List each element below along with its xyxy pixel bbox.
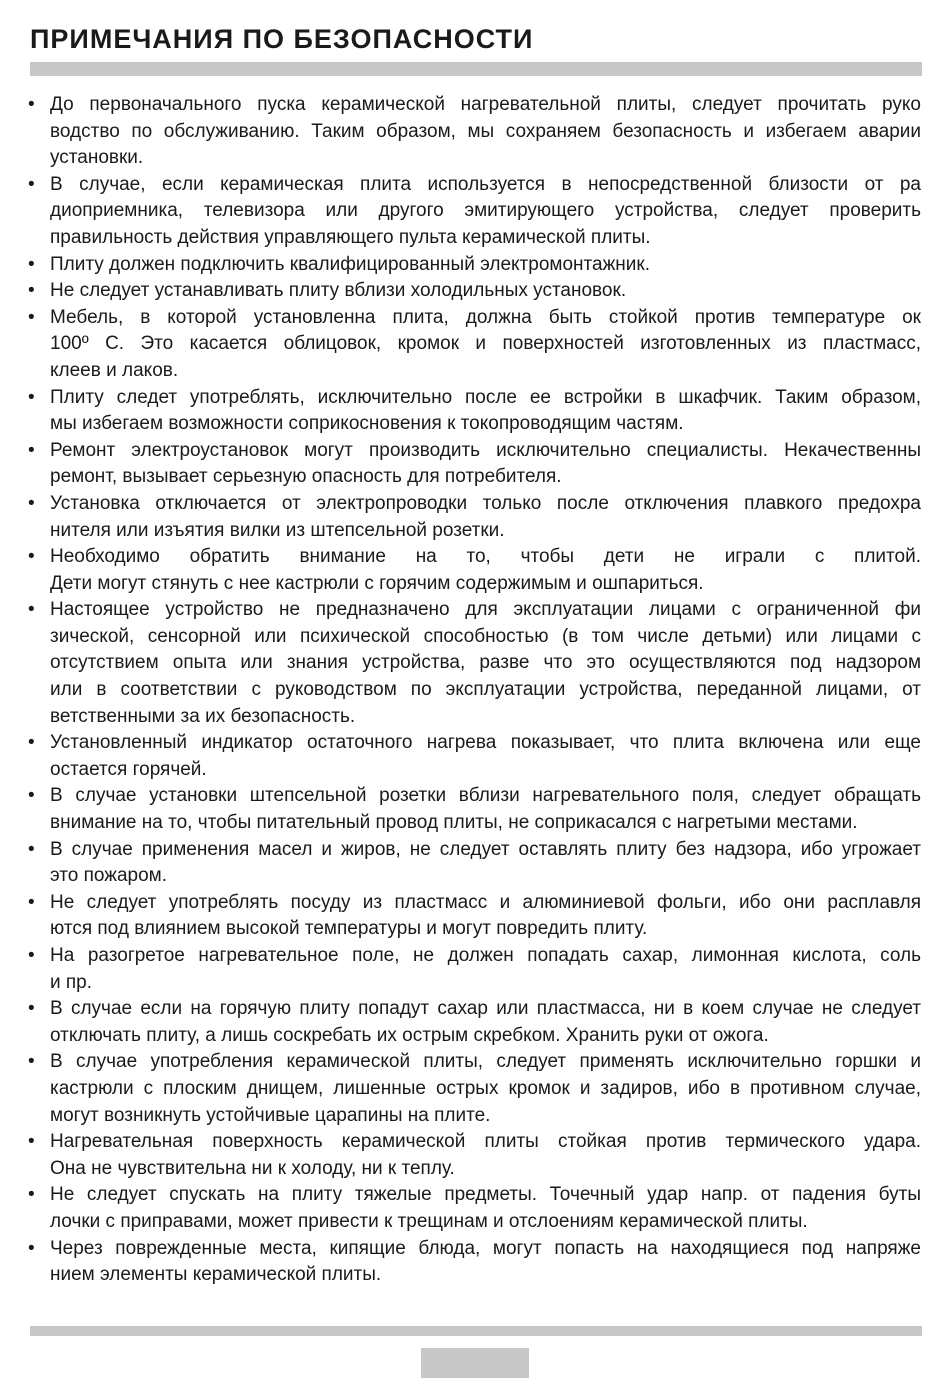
safety-note xyxy=(0,1236,950,1289)
note-text-line: В случае применения масел и жиров, не следует оставлять плиту без надзора, ибо угрожает xyxy=(50,838,921,860)
bullet-marker: • xyxy=(28,891,35,913)
bullet-marker: • xyxy=(28,1237,35,1259)
page-number-tab xyxy=(421,1348,529,1378)
bullet-marker: • xyxy=(28,785,35,807)
note-text-line: Не следует устанавливать плиту вблизи холодильных установок. xyxy=(50,280,627,302)
note-text-line: Настоящее устройство не предназначено для эксплуатации лицами с ограниченной фи xyxy=(50,599,921,621)
safety-note xyxy=(0,491,950,544)
note-text-line: клеев и лаков. xyxy=(50,359,179,381)
bullet-marker: • xyxy=(28,439,35,461)
note-text-line: диоприемника, телевизора или другого эмитирующего устройства, следует проверить xyxy=(50,200,921,222)
safety-note xyxy=(0,996,950,1049)
note-text-line: До первоначального пуска керамической нагревательной плиты, следует прочитать руко xyxy=(50,94,921,115)
note-text-line: ветственными за их безопасность. xyxy=(50,705,356,727)
note-text-line: Не следует спускать на плиту тяжелые предметы. Точечный удар напр. от падения буты xyxy=(50,1184,921,1206)
bullet-marker: • xyxy=(28,1184,35,1206)
note-text-line: Плиту должен подключить квалифицированный электромонтажник. xyxy=(50,253,650,275)
note-text-line: В случае если на горячую плиту попадут сахар или пластмасса, ни в коем случае не следует xyxy=(50,998,921,1020)
bullet-marker: • xyxy=(28,945,35,966)
note-text-line: ются под влиянием высокой температуры и могут повредить плиту. xyxy=(50,918,648,940)
bullet-marker: • xyxy=(28,306,35,328)
bullet-marker: • xyxy=(28,173,35,195)
note-text-line: Не следует употреблять посуду из пластмасс и алюминиевой фольги, ибо они расплавля xyxy=(50,891,921,913)
safety-note xyxy=(0,92,950,172)
note-text-line: В случае употребления керамической плиты, следует применять исключительно горшки и xyxy=(50,1051,921,1073)
bullet-marker: • xyxy=(28,1131,35,1153)
note-text-line: остается горячей. xyxy=(50,758,207,780)
safety-note xyxy=(0,172,950,252)
note-text-line: кастрюли с плоским днищем, лишенные острых кромок и задиров, ибо в противном случае, xyxy=(50,1077,921,1099)
note-text-line: Ремонт электроустановок могут производить исключительно специалисты. Некачественны xyxy=(50,439,921,461)
safety-note xyxy=(0,544,950,597)
note-text-line: Необходимо обратить внимание на то, чтобы дети не играли с плитой. xyxy=(50,546,921,568)
note-text-line: правильность действия управляющего пульта керамической плиты. xyxy=(50,226,651,248)
bullet-marker: • xyxy=(28,386,35,408)
bullet-marker: • xyxy=(28,732,35,754)
bullet-marker: • xyxy=(28,492,35,514)
note-text-line: нием элементы керамической плиты. xyxy=(50,1264,382,1286)
safety-note xyxy=(0,730,950,783)
note-text-line: нителя или изъятия вилки из штепсельной розетки. xyxy=(50,519,505,541)
note-text-line: Дети могут стянуть с нее кастрюли с горячим содержимым и ошпариться. xyxy=(50,572,704,594)
safety-note xyxy=(0,252,950,279)
safety-note xyxy=(0,305,950,385)
safety-note xyxy=(0,943,950,996)
note-text-line: На разогретое нагревательное поле, не должен попадать сахар, лимонная кислота, соль xyxy=(50,945,921,966)
note-text-line: Нагревательная поверхность керамической плиты стойкая против термического удара. xyxy=(50,1131,921,1153)
note-text-line: или в соответствии с руководством по эксплуатации устройства, переданной лицами, от xyxy=(50,679,921,701)
safety-note xyxy=(0,438,950,491)
note-text-line: лочки с приправами, может привести к трещинам и отслоениям керамической плиты. xyxy=(50,1210,808,1232)
bullet-marker: • xyxy=(28,838,35,860)
note-text-line: могут возникнуть устойчивые царапины на плите. xyxy=(50,1104,491,1126)
header-divider xyxy=(30,62,922,76)
note-text-line: это пожаром. xyxy=(50,865,168,887)
safety-note xyxy=(0,890,950,943)
bullet-marker: • xyxy=(28,599,35,621)
safety-notes-list xyxy=(0,92,950,1289)
safety-note xyxy=(0,837,950,890)
note-text-line: отсутствием опыта или знания устройства, разве что это осуществляются под надзором xyxy=(50,652,921,674)
bullet-marker: • xyxy=(28,94,35,115)
bullet-marker: • xyxy=(28,1051,35,1073)
note-text-line: Установленный индикатор остаточного нагрева показывает, что плита включена или еще xyxy=(50,732,921,754)
note-text-line: В случае установки штепсельной розетки вблизи нагревательного поля, следует обращать xyxy=(50,785,921,807)
safety-note xyxy=(0,1129,950,1182)
bullet-marker: • xyxy=(28,546,35,568)
note-text-line: мы избегаем возможности соприкосновения к токопроводящим частям. xyxy=(50,413,684,435)
note-text-line: водство по обслуживанию. Таким образом, мы сохраняем безопасность и избегаем аварии xyxy=(50,120,921,142)
note-text-line: отключать плиту, а лишь соскребать их острым скребком. Хранить руки от ожога. xyxy=(50,1024,769,1046)
note-text-line: установки. xyxy=(50,147,144,169)
note-text-line: Через поврежденные места, кипящие блюда, могут попасть на находящиеся под напряже xyxy=(50,1237,921,1259)
safety-note xyxy=(0,385,950,438)
note-text-line: и пр. xyxy=(50,971,93,993)
note-text-line: 100º С. Это касается облицовок, кромок и поверхностей изготовленных из пластмасс, xyxy=(50,333,921,355)
safety-note xyxy=(0,597,950,730)
note-text-line: Плиту следет употреблять, исключительно после ее встройки в шкафчик. Таким образом, xyxy=(50,386,921,408)
note-text-line: ремонт, вызывает серьезную опасность для потребителя. xyxy=(50,466,562,488)
note-text-line: Она не чувствительна ни к холоду, ни к теплу. xyxy=(50,1157,455,1179)
note-text-line: зической, сенсорной или психической способностью (в том числе детьми) или лицами с xyxy=(50,625,921,647)
bullet-marker: • xyxy=(28,253,35,275)
note-text-line: внимание на то, чтобы питательный провод плиты, не соприкасался с нагретыми местами. xyxy=(50,812,858,834)
page-title: ПРИМЕЧАНИЯ ПО БЕЗОПАСНОСТИ xyxy=(30,24,534,54)
note-text-line: В случае, если керамическая плита используется в непосредственной близости от ра xyxy=(50,173,921,195)
safety-note xyxy=(0,1182,950,1235)
note-text-line: Мебель, в которой установленна плита, должна быть стойкой против температуре ок xyxy=(50,306,921,328)
safety-note xyxy=(0,278,950,305)
safety-note xyxy=(0,1049,950,1129)
note-text-line: Установка отключается от электропроводки только после отключения плавкого предохра xyxy=(50,492,921,514)
safety-note xyxy=(0,783,950,836)
bullet-marker: • xyxy=(28,280,35,302)
footer-divider xyxy=(30,1326,922,1336)
bullet-marker: • xyxy=(28,998,35,1020)
